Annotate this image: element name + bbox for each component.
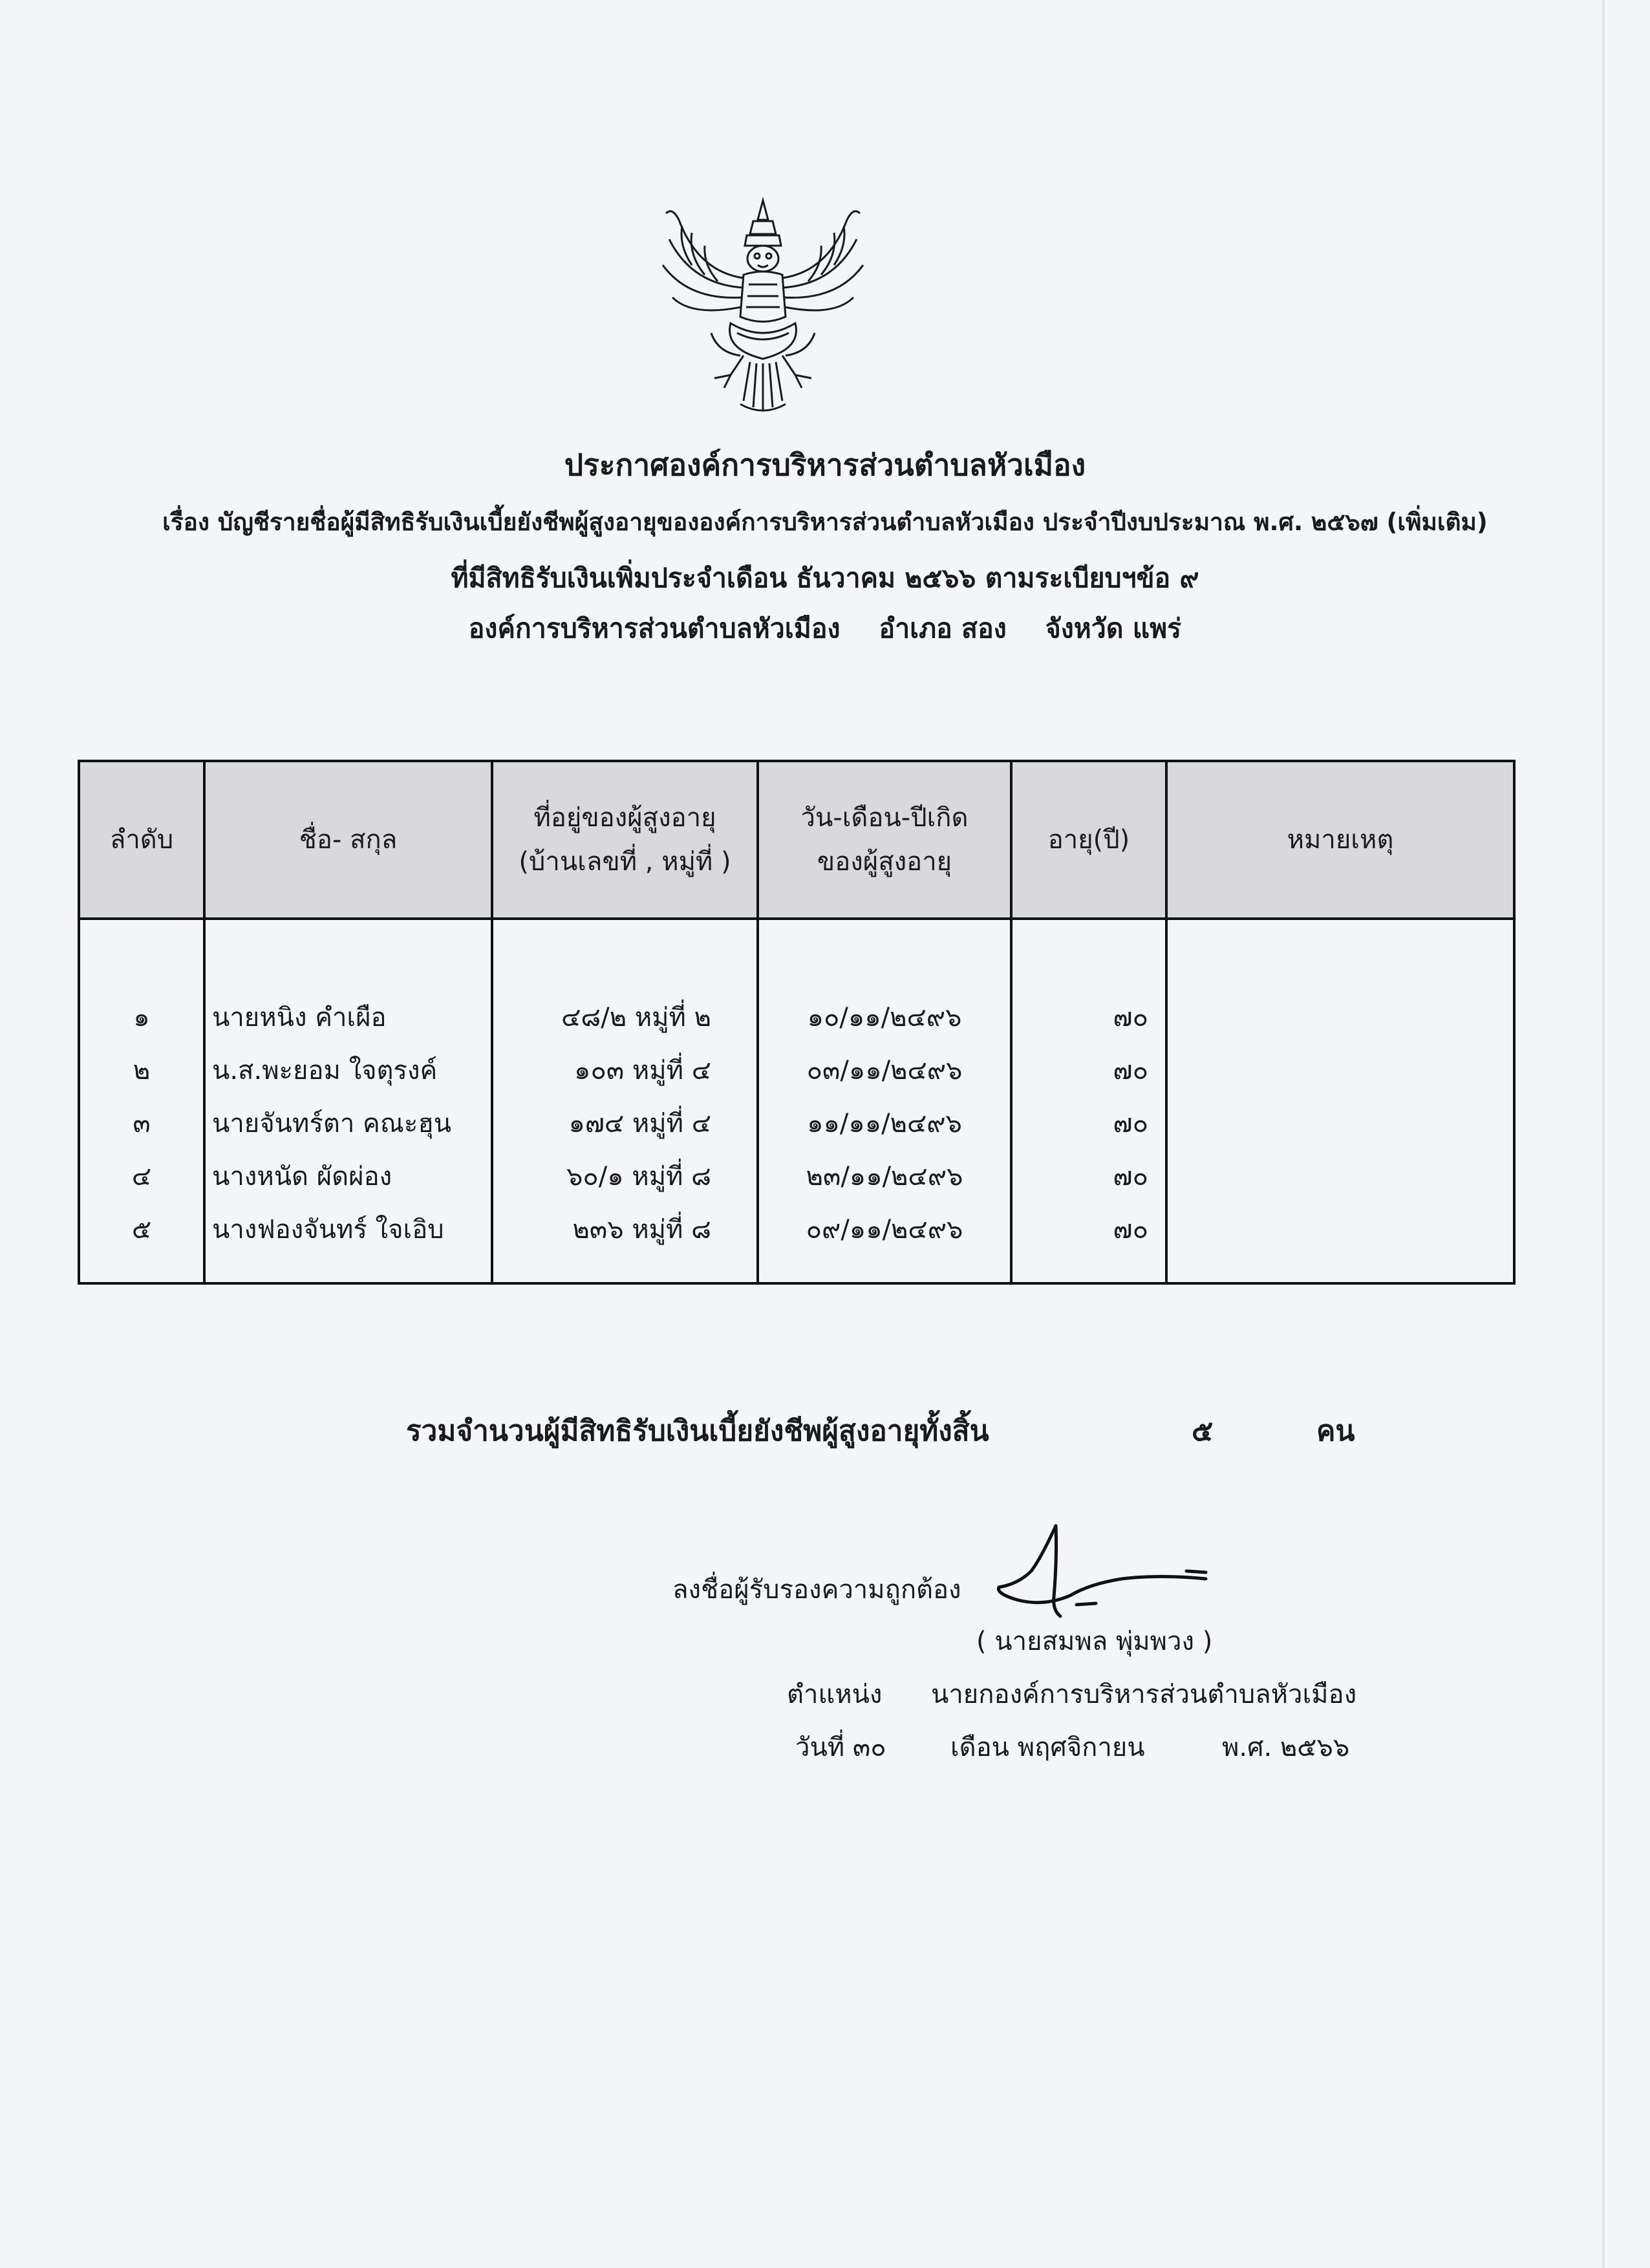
document-subtitle: ที่มีสิทธิรับเงินเพิ่มประจำเดือน ธันวาคม ๒๕๖๖ ตามระเบียบฯข้อ ๙: [451, 562, 1199, 594]
row-name: นางฟองจันทร์ ใจเอิบ: [212, 1215, 444, 1245]
row-dob: ๐๓/๑๑/๒๔๙๖: [806, 1056, 963, 1086]
address-column: [492, 919, 758, 1283]
row-name: น.ส.พะยอม ใจตุรงค์: [212, 1056, 438, 1086]
header-dob: [758, 761, 1011, 919]
row-age: ๗๐: [1113, 1109, 1148, 1139]
sign-year: พ.ศ. ๒๕๖๖: [1222, 1733, 1350, 1762]
dob-column: [758, 919, 1011, 1283]
province-name: จังหวัด แพร่: [1045, 613, 1182, 644]
sign-day: วันที่ ๓๐: [795, 1733, 886, 1762]
row-age: ๗๐: [1113, 1215, 1148, 1245]
signer-name: ( นายสมพล พุ่มพวง ): [976, 1627, 1213, 1656]
position-title: นายกองค์การบริหารส่วนตำบลหัวเมือง: [931, 1680, 1357, 1709]
row-no: ๕: [131, 1215, 152, 1245]
header-name: ชื่อ- สกุล: [204, 761, 492, 919]
row-address: ๑๐๓ หมู่ที่ ๔: [574, 1056, 711, 1086]
position-label: ตำแหน่ง: [787, 1680, 883, 1709]
row-dob: ๑๑/๑๑/๒๔๙๖: [807, 1109, 962, 1139]
header-address: [492, 761, 758, 919]
summary-label: รวมจำนวนผู้มีสิทธิรับเงินเบี้ยยังชีพผู้สูงอายุทั้งสิ้น: [406, 1415, 989, 1448]
no-column: [79, 919, 204, 1283]
name-column: [204, 919, 492, 1283]
age-column: [1011, 919, 1166, 1283]
header-age: อายุ(ปี): [1011, 761, 1166, 919]
remark-column: [1166, 919, 1514, 1283]
document-location: [0, 608, 1650, 650]
header-address-line1: ที่อยู่ของผู้สูงอายุ: [533, 803, 716, 833]
row-dob: ๐๙/๑๑/๒๔๙๖: [806, 1215, 963, 1245]
row-age: ๗๐: [1113, 1162, 1148, 1192]
row-no: ๓: [133, 1109, 151, 1139]
row-age: ๗๐: [1113, 1003, 1148, 1032]
row-dob: ๑๐/๑๑/๒๔๙๖: [807, 1003, 962, 1032]
garuda-emblem: [653, 194, 873, 417]
document-subject: เรื่อง บัญชีรายชื่อผู้มีสิทธิรับเงินเบี้ยยังชีพผู้สูงอายุขององค์การบริหารส่วนตำบลหัวเมือง ประจำปีงบประมาณ พ.ศ. ๒๕๖๗ (เพิ่มเติม): [162, 508, 1488, 536]
row-dob: ๒๓/๑๑/๒๔๙๖: [806, 1162, 963, 1192]
header-remark: หมายเหตุ: [1166, 761, 1514, 919]
row-address: ๑๗๔ หมู่ที่ ๔: [568, 1109, 711, 1139]
row-name: นายหนิง คำเผือ: [212, 1003, 387, 1032]
row-no: ๔: [131, 1162, 152, 1192]
beneficiary-table: [78, 760, 1516, 1285]
table-body-row: [79, 919, 1514, 1283]
document-title: ประกาศองค์การบริหารส่วนตำบลหัวเมือง: [564, 447, 1086, 482]
header-address-line2: (บ้านเลขที่ , หมู่ที่ ): [519, 847, 731, 877]
row-address: ๖๐/๑ หมู่ที่ ๘: [566, 1162, 711, 1192]
row-no: ๑: [133, 1003, 150, 1032]
district-name: อำเภอ สอง: [879, 613, 1007, 644]
header-no: ลำดับ: [79, 761, 204, 919]
summary-count: ๕: [1192, 1415, 1214, 1448]
handwritten-signature: [992, 1519, 1212, 1629]
row-name: นางหนัด ผัดผ่อง: [212, 1162, 392, 1192]
row-age: ๗๐: [1113, 1056, 1148, 1086]
table-header-row: [79, 761, 1514, 919]
row-name: นายจันทร์ตา คณะฮุน: [212, 1109, 452, 1139]
row-no: ๒: [133, 1056, 151, 1086]
sign-month: เดือน พฤศจิกายน: [950, 1733, 1145, 1762]
header-dob-line1: วัน-เดือน-ปีเกิด: [800, 803, 969, 833]
page-edge: [1602, 0, 1605, 2268]
row-address: ๔๘/๒ หมู่ที่ ๒: [561, 1003, 711, 1032]
row-address: ๒๓๖ หมู่ที่ ๘: [572, 1215, 711, 1245]
header-dob-line2: ของผู้สูงอายุ: [817, 847, 952, 877]
summary-unit: คน: [1316, 1415, 1355, 1448]
org-name: องค์การบริหารส่วนตำบลหัวเมือง: [468, 613, 841, 644]
certify-label: ลงชื่อผู้รับรองความถูกต้อง: [672, 1575, 961, 1605]
